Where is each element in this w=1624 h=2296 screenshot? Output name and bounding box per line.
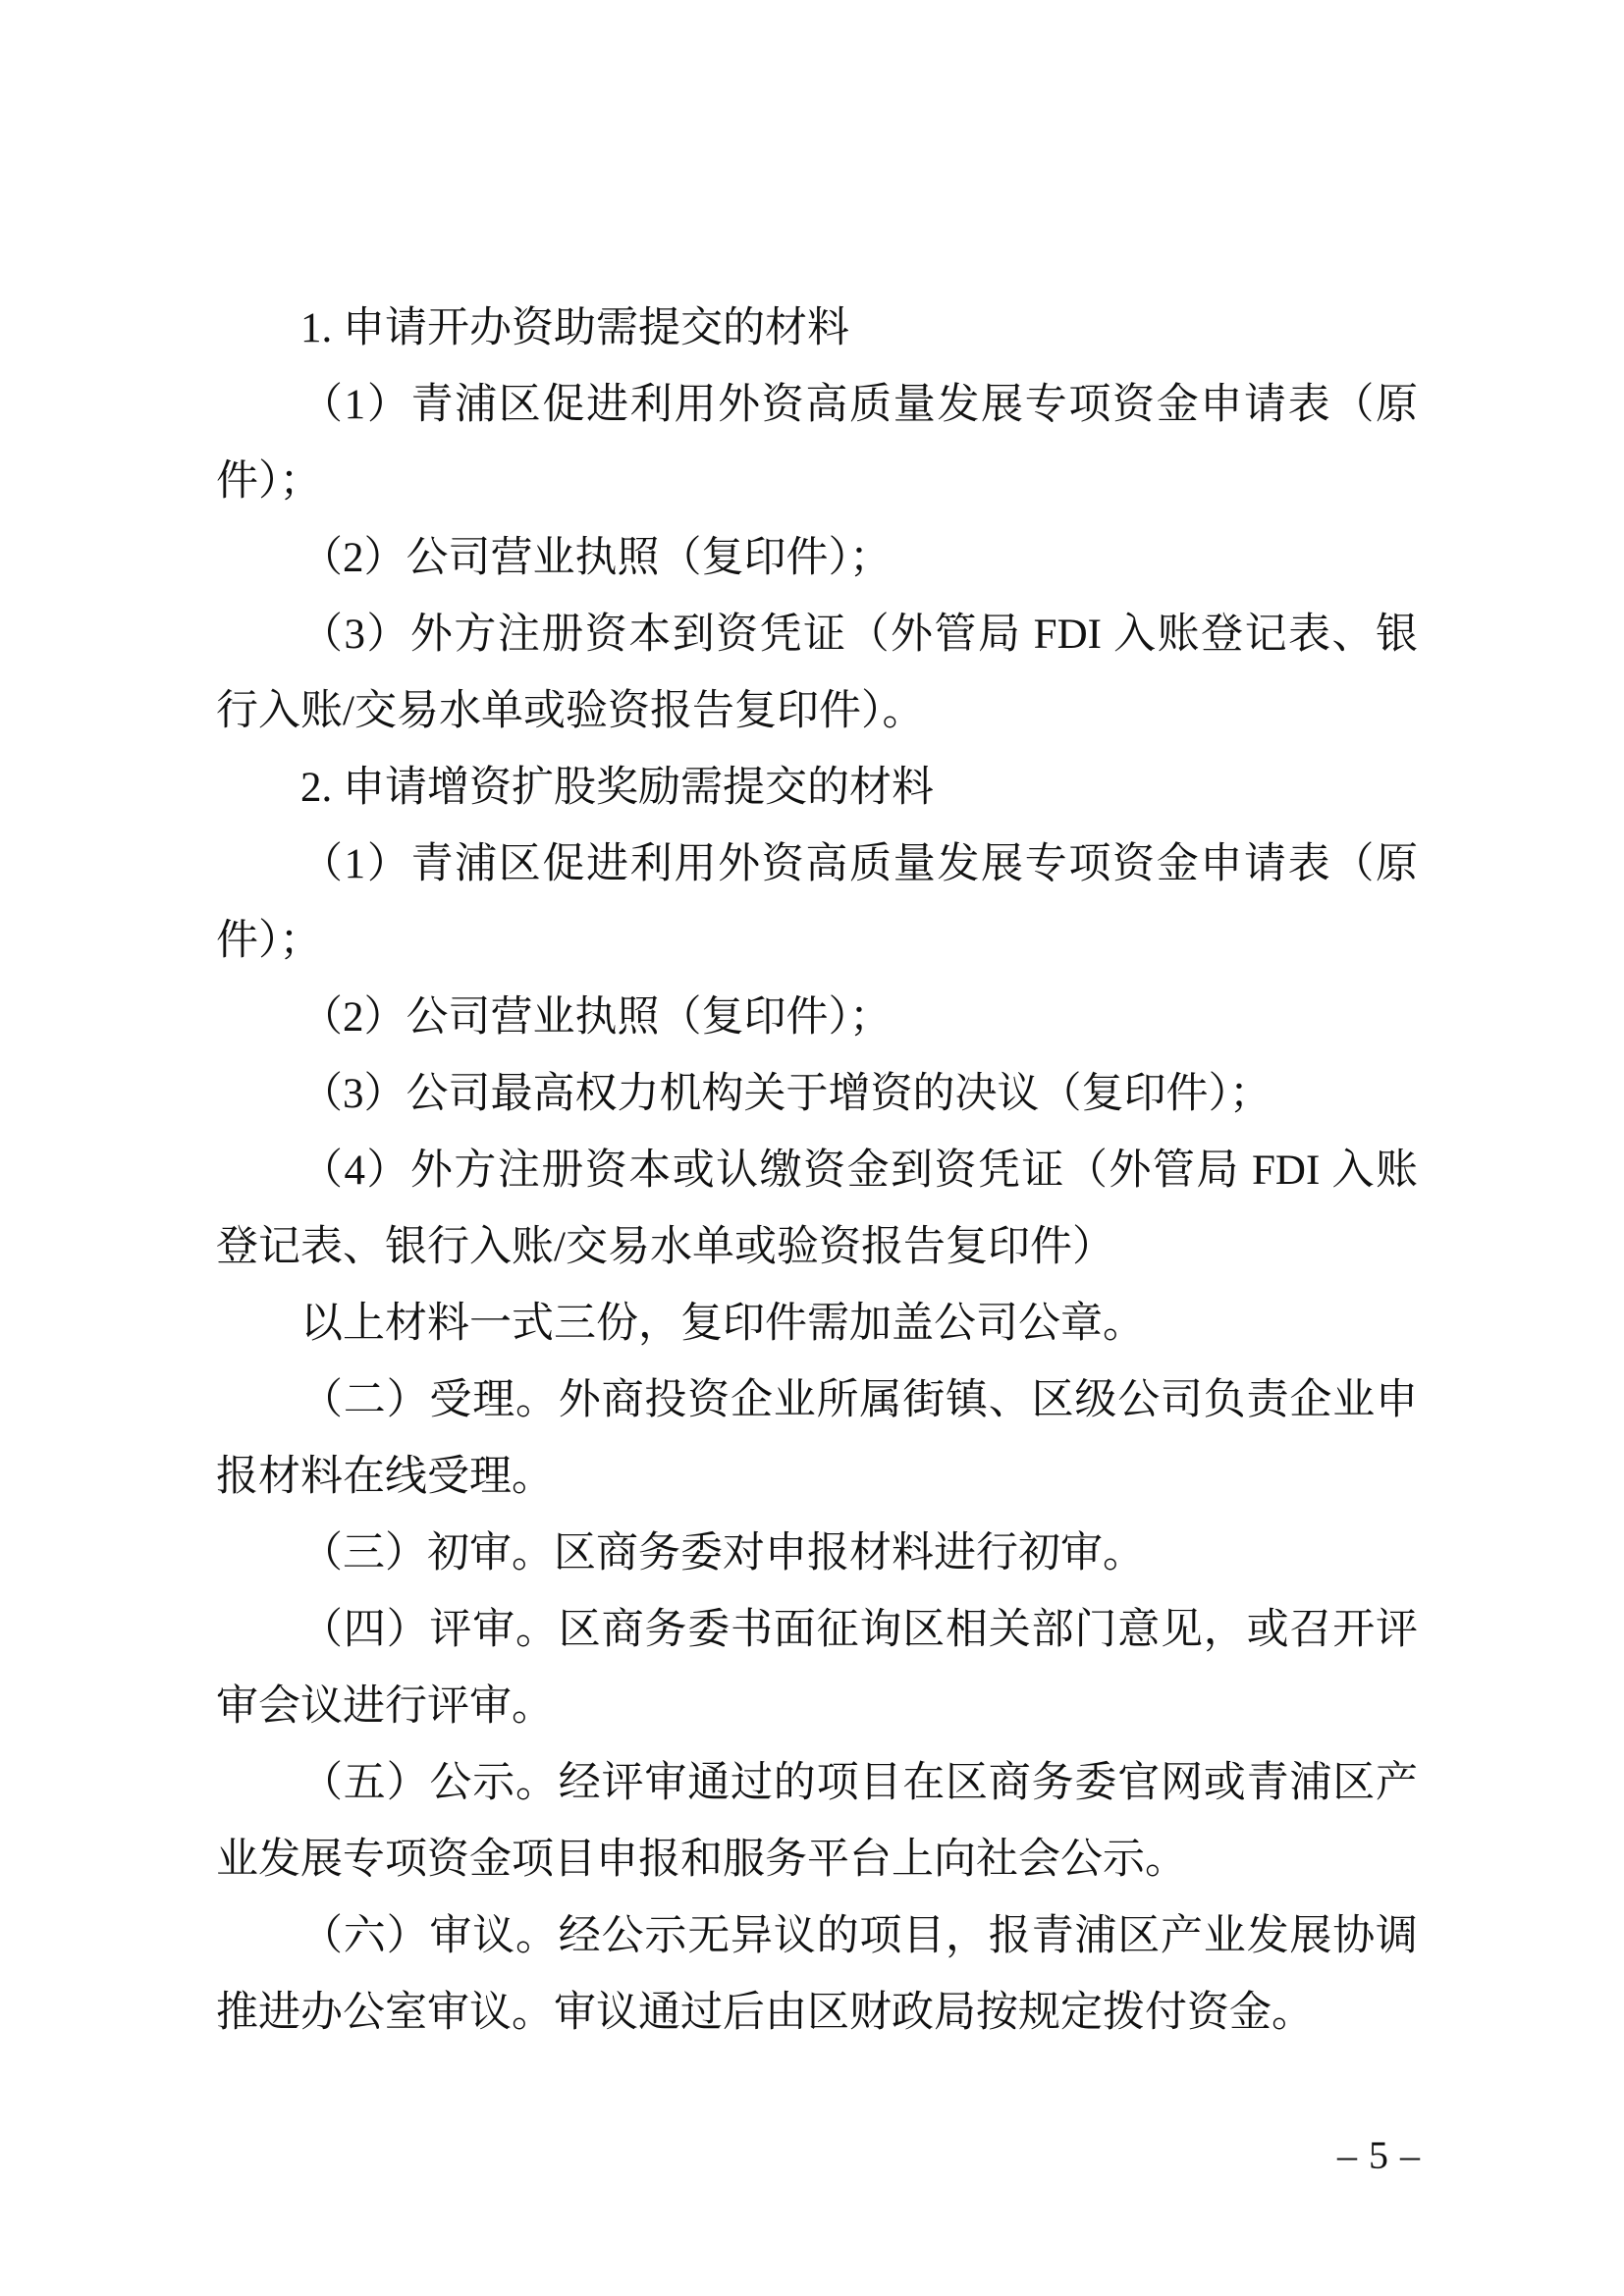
paragraph-section2-heading: 2. 申请增资扩股奖励需提交的材料 bbox=[300, 765, 934, 811]
paragraph-section1-item3: （3）外方注册资本到资凭证（外管局 FDI 入账登记表、银行入账/交易水单或验资报告复印件）。 bbox=[216, 612, 1418, 734]
paragraph-step6-shenyi: （六）审议。经公示无异议的项目，报青浦区产业发展协调推进办公室审议。审议通过后由区财政局按规定拨付资金。 bbox=[216, 1913, 1418, 2036]
document-body bbox=[216, 291, 1418, 2052]
paragraph-section1-item1: （1）青浦区促进利用外资高质量发展专项资金申请表（原件）； bbox=[216, 382, 1418, 505]
paragraph-section1-heading: 1. 申请开办资助需提交的材料 bbox=[300, 305, 849, 351]
paragraph-section2-item3: （3）公司最高权力机构关于增资的决议（复印件）； bbox=[300, 1071, 1272, 1117]
paragraph-section1-item2: （2）公司营业执照（复印件）； bbox=[300, 535, 892, 581]
paragraph-step3-chushen: （三）初审。区商务委对申报材料进行初审。 bbox=[300, 1530, 1145, 1576]
paragraph-step2-shouli: （二）受理。外商投资企业所属街镇、区级公司负责企业申报材料在线受理。 bbox=[216, 1377, 1418, 1500]
paragraph-step5-gongshi: （五）公示。经评审通过的项目在区商务委官网或青浦区产业发展专项资金项目申报和服务平台上向社会公示。 bbox=[216, 1760, 1418, 1883]
paragraph-section2-item4: （4）外方注册资本或认缴资金到资凭证（外管局 FDI 入账登记表、银行入账/交易水单或验资报告复印件） bbox=[216, 1148, 1418, 1270]
paragraph-section2-item1: （1）青浦区促进利用外资高质量发展专项资金申请表（原件）； bbox=[216, 841, 1418, 964]
paragraph-section2-item2: （2）公司营业执照（复印件）； bbox=[300, 994, 892, 1041]
paragraph-step4-pingshen: （四）评审。区商务委书面征询区相关部门意见，或召开评审会议进行评审。 bbox=[216, 1607, 1418, 1730]
page-number: – 5 – bbox=[1337, 2133, 1421, 2177]
paragraph-materials-note: 以上材料一式三份，复印件需加盖公司公章。 bbox=[300, 1301, 1145, 1347]
